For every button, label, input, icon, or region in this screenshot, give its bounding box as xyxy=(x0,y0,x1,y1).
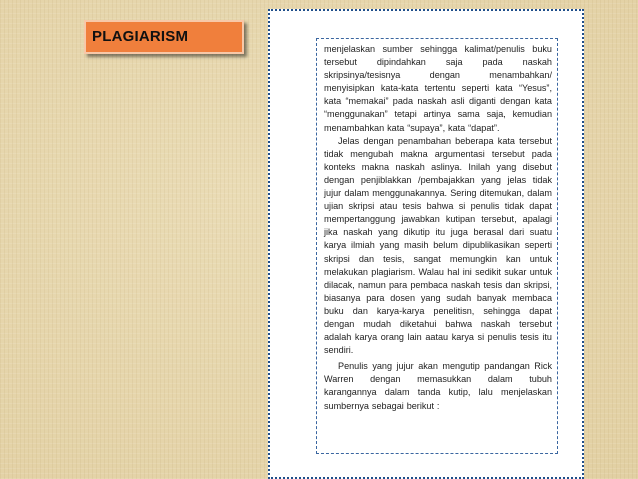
slide-title: PLAGIARISM xyxy=(92,28,189,45)
paragraph-1: menjelaskan sumber sehingga kalimat/penulis buku tersebut dipindahkan saja pada naskah skripsinya/tesisnya dengan menambahkan/ menyisipkan kata-kata tertentu seperti kata “Yesus”, kata “memakai” pada naskah asli diganti dengan kata “menggunakan” tetapi artinya sama saja, kemudian menambahkan kata “supaya”, kata “dapat”. xyxy=(324,44,552,133)
slide-title-box xyxy=(84,20,244,54)
paragraph-3: Penulis yang jujur akan mengutip pandangan Rick Warren dengan memasukkan dalam tubuh karangannya dalam tanda kutip, lalu menjelaskan sumbernya sebagai berikut : xyxy=(324,361,552,411)
paragraph-2: Jelas dengan penambahan beberapa kata tersebut tidak mengubah makna argumentasi tersebut pada konteks makna naskah aslinya. Inilah yang disebut dengan penjiblakkan /pembajakkan yang jelas tidak jujur dalam menggunakannya. Sering ditemukan, dalam ujian skripsi atau tesis bahwa si penulis tidak dapat mempertanggung jawabkan kutipan tersebut, apalagi jika naskah yang dikutip itu juga berasal dari suatu karya ilmiah yang masih belum dipublikasikan seperti skripsi dan tesis, sangat memungkin kan untuk melakukan plagiarism. Walau hal ini sedikit sukar untuk dilacak, namun para pembaca naskah tesis dan skripsi, biasanya para dosen yang sudah banyak membaca buku dan karya-karya penelitisn, sehingga dapat dengan mudah diketahui bahwa naskah tersebut adalah karya orang lain aatau karya si penulis tesis itu sendiri. xyxy=(324,135,552,356)
document-text-box xyxy=(316,38,558,454)
